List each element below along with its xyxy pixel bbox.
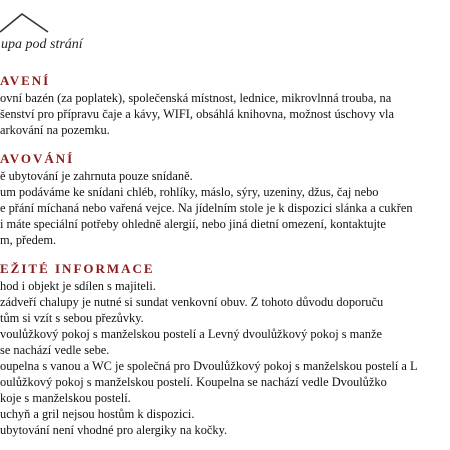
section-meals xyxy=(0,150,450,248)
section-equipment xyxy=(0,72,450,138)
text-line: zádveří chalupy je nutné si sundat venkovní obuv. Z tohoto důvodu doporuču xyxy=(0,295,384,309)
text-line: m, předem. xyxy=(0,233,57,247)
section-heading: AVENÍ xyxy=(0,73,51,88)
section-heading: AVOVÁNÍ xyxy=(0,151,75,166)
text-line: e přání míchaná nebo vařená vejce. Na jídelním stole je k dispozici slánka a cukřen xyxy=(0,201,413,215)
house-roof-icon xyxy=(0,0,60,40)
text-line: arkování na pozemku. xyxy=(0,123,110,137)
text-line: šenství pro přípravu čaje a kávy, WIFI, obsáhlá knihovna, možnost úschovy vla xyxy=(0,107,395,121)
text-line: ě ubytování je zahrnuta pouze snídaně. xyxy=(0,169,193,183)
text-line: ubytování není vhodné pro alergiky na kočky. xyxy=(0,423,228,437)
text-line: koje s manželskou postelí. xyxy=(0,391,131,405)
text-line: oupelna s vanou a WC je společná pro Dvoulůžkový pokoj s manželskou postelí a L xyxy=(0,359,418,373)
text-line: ovní bazén (za poplatek), společenská místnost, lednice, mikrovlnná trouba, na xyxy=(0,91,392,105)
logo-text: upa pod strání xyxy=(1,37,83,52)
text-line: oulůžkový pokoj s manželskou postelí. Koupelna se nachází vedle Dvoulůžko xyxy=(0,375,387,389)
text-line: uchyň a gril nejsou hostům k dispozici. xyxy=(0,407,195,421)
text-line: tům si vzít s sebou přezůvky. xyxy=(0,311,144,325)
text-line: i máte speciální potřeby ohledně alergií, nebo jiná dietní omezení, kontaktujte xyxy=(0,217,386,231)
text-line: voulůžkový pokoj s manželskou postelí a Levný dvoulůžkový pokoj s manže xyxy=(0,327,382,341)
text-line: se nachází vedle sebe. xyxy=(0,343,110,357)
info-content xyxy=(0,72,450,450)
logo xyxy=(0,0,120,60)
text-line: um podáváme ke snídani chléb, rohlíky, máslo, sýry, uzeniny, džus, čaj nebo xyxy=(0,185,379,199)
text-line: hod i objekt je sdílen s majiteli. xyxy=(0,279,156,293)
section-important-info xyxy=(0,260,450,438)
section-heading: EŽITÉ INFORMACE xyxy=(0,261,155,276)
